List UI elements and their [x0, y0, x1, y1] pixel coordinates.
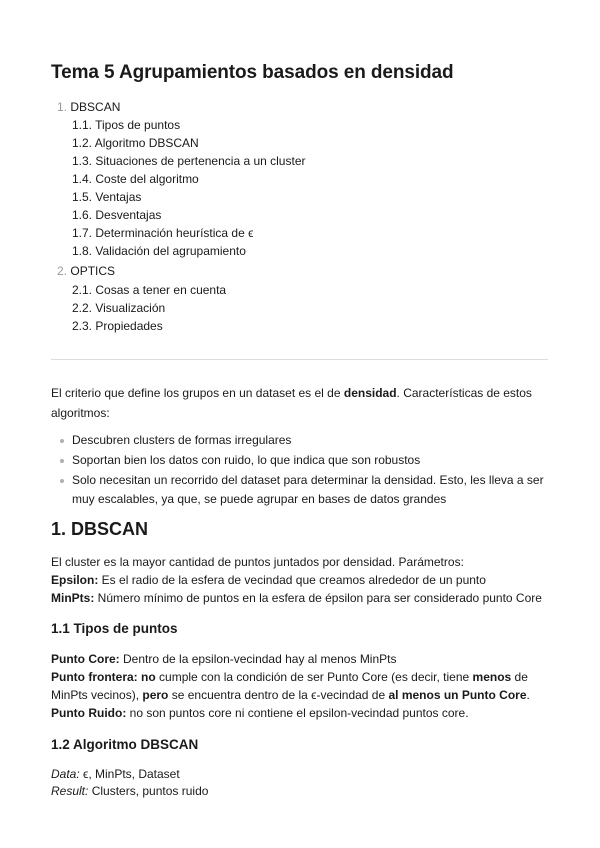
- list-item: Descubren clusters de formas irregulares: [51, 431, 548, 450]
- toc-item[interactable]: 1.6. Desventajas: [72, 208, 162, 222]
- param-minpts: MinPts: Número mínimo de puntos en la esfera de épsilon para ser considerado punto Core: [51, 591, 542, 605]
- list-item: Soportan bien los datos con ruido, lo que indica que son robustos: [51, 451, 548, 470]
- point-frontier-line1: Punto frontera: no cumple con la condición de ser Punto Core (es decir, tiene menos de: [51, 670, 528, 684]
- toc-item[interactable]: 2.3. Propiedades: [72, 319, 163, 333]
- subsection-heading-tipos: 1.1 Tipos de puntos: [51, 621, 178, 636]
- features-list: [51, 431, 548, 510]
- toc-item[interactable]: 1.5. Ventajas: [72, 190, 142, 204]
- subsection-heading-algoritmo: 1.2 Algoritmo DBSCAN: [51, 737, 199, 752]
- param-epsilon: Epsilon: Es el radio de la esfera de vecindad que creamos alrededor de un punto: [51, 573, 486, 587]
- divider: [51, 359, 548, 360]
- toc-item[interactable]: 1.7. Determinación heurística de ϵ: [72, 226, 254, 240]
- toc-item[interactable]: 1.8. Validación del agrupamiento: [72, 244, 246, 258]
- document-title: Tema 5 Agrupamientos basados en densidad: [51, 62, 454, 83]
- algo-data: Data: ϵ, MinPts, Dataset: [51, 767, 180, 781]
- toc-item[interactable]: 1.3. Situaciones de pertenencia a un cluster: [72, 154, 306, 168]
- toc-item[interactable]: 1.1. Tipos de puntos: [72, 118, 181, 132]
- toc-item[interactable]: 2. OPTICS: [57, 264, 116, 278]
- dbscan-description: El cluster es la mayor cantidad de puntos juntados por densidad. Parámetros:: [51, 555, 464, 569]
- section-heading-dbscan: 1. DBSCAN: [51, 519, 149, 539]
- toc-item[interactable]: 1.2. Algoritmo DBSCAN: [72, 136, 199, 150]
- toc-item[interactable]: 2.2. Visualización: [72, 301, 166, 315]
- intro-paragraph: El criterio que define los grupos en un dataset es el de densidad. Características de estos algoritmos:: [51, 386, 532, 420]
- list-item: Solo necesitan un recorrido del dataset para determinar la densidad. Esto, les lleva a ser muy escalables, ya que, se puede agrupar en bases de datos grandes: [51, 471, 548, 509]
- point-core: Punto Core: Dentro de la epsilon-vecindad hay al menos MinPts: [51, 652, 397, 666]
- point-noise: Punto Ruido: no son puntos core ni contiene el epsilon-vecindad puntos core.: [51, 706, 469, 720]
- toc-item[interactable]: 1.4. Coste del algoritmo: [72, 172, 199, 186]
- point-frontier-line2: MinPts vecinos), pero se encuentra dentro de la ϵ-vecindad de al menos un Punto Core.: [51, 688, 530, 702]
- toc-item[interactable]: 1. DBSCAN: [57, 100, 121, 114]
- algo-result: Result: Clusters, puntos ruido: [51, 784, 209, 798]
- toc-item[interactable]: 2.1. Cosas a tener en cuenta: [72, 283, 227, 297]
